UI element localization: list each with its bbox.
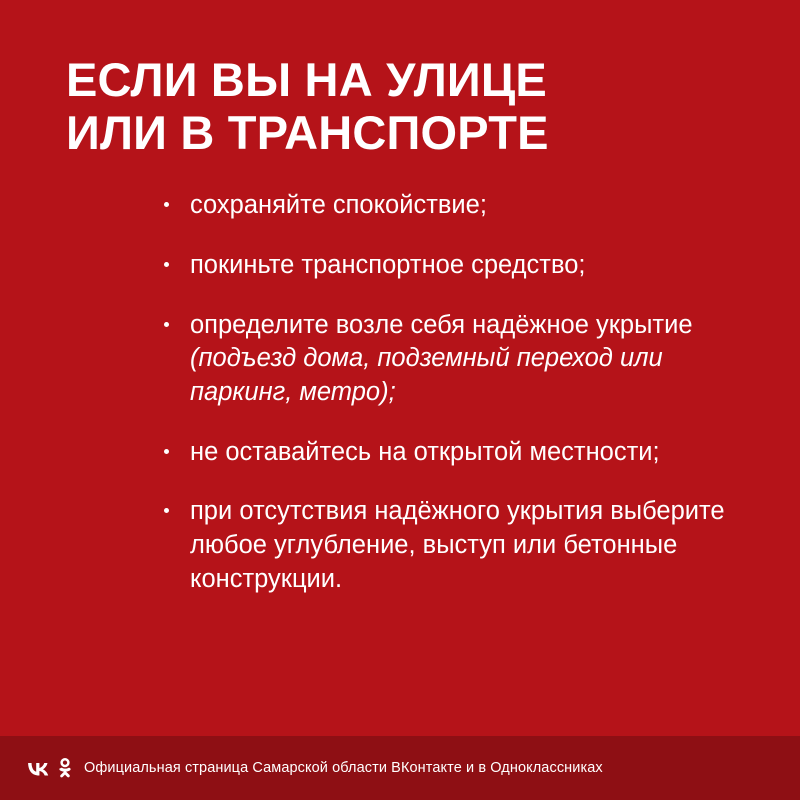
- list-item: [160, 189, 740, 223]
- vk-icon: [26, 761, 50, 776]
- list-item-text: не оставайтесь на открытой местности;: [190, 437, 660, 466]
- list-item-text: покиньте транспортное средство;: [190, 250, 586, 279]
- footer-bar: [0, 736, 800, 800]
- advice-list: [0, 159, 800, 800]
- title-line-1: ЕСЛИ ВЫ НА УЛИЦЕ: [66, 53, 547, 106]
- list-item-text: сохраняйте спокойствие;: [190, 191, 487, 220]
- list-item: [160, 495, 740, 596]
- list-item: [160, 249, 740, 283]
- list-item-text-italic: (подъезд дома, подземный переход или паркинг, метро);: [190, 344, 663, 406]
- list-item: [160, 309, 740, 410]
- footer-text: Официальная страница Самарской области ВКонтакте и в Одноклассниках: [84, 760, 603, 776]
- title-line-2: ИЛИ В ТРАНСПОРТЕ: [66, 105, 549, 159]
- page-title: [0, 0, 800, 159]
- footer-social-icons: [26, 758, 73, 778]
- list-item: [160, 436, 740, 470]
- ok-icon: [57, 758, 73, 778]
- list-item-text: при отсутствия надёжного укрытия выберите любое углубление, выступ или бетонные конструкции.: [190, 497, 725, 593]
- list-item-text: определите возле себя надёжное укрытие: [190, 310, 693, 339]
